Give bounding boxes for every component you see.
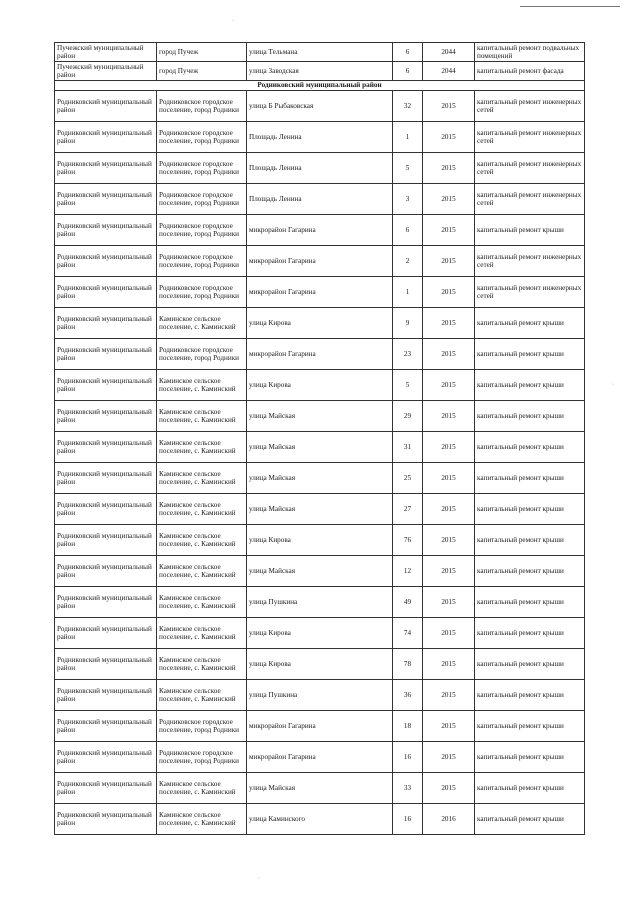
cell-house: 6 — [393, 215, 423, 246]
table-row — [55, 308, 585, 339]
table-row — [55, 339, 585, 370]
cell-house: 16 — [393, 804, 423, 835]
cell-house: 36 — [393, 680, 423, 711]
cell-district: Родниковский муниципальный район — [55, 649, 157, 680]
cell-street: улица Майская — [247, 494, 393, 525]
table-row — [55, 277, 585, 308]
cell-street: улица Майская — [247, 556, 393, 587]
cell-street: улица Заводская — [247, 62, 393, 81]
cell-settlement: Родниковское городское поселение, город Родники — [157, 277, 247, 308]
cell-work: капитальный ремонт крыши — [475, 432, 585, 463]
table-row — [55, 184, 585, 215]
cell-street: улица Б Рыбаковская — [247, 91, 393, 122]
cell-settlement: Каминское сельское поселение, с. Каминский — [157, 587, 247, 618]
table-row — [55, 804, 585, 835]
cell-house: 49 — [393, 587, 423, 618]
cell-house: 25 — [393, 463, 423, 494]
cell-street: улица Кирова — [247, 525, 393, 556]
cell-settlement: Родниковское городское поселение, город Родники — [157, 91, 247, 122]
cell-house: 9 — [393, 308, 423, 339]
cell-work: капитальный ремонт крыши — [475, 804, 585, 835]
cell-street: микрорайон Гагарина — [247, 711, 393, 742]
cell-settlement: Родниковское городское поселение, город Родники — [157, 184, 247, 215]
cell-house: 5 — [393, 370, 423, 401]
cell-settlement: город Пучеж — [157, 62, 247, 81]
cell-district: Родниковский муниципальный район — [55, 742, 157, 773]
table-row — [55, 680, 585, 711]
cell-street: улица Кирова — [247, 649, 393, 680]
cell-work: капитальный ремонт крыши — [475, 308, 585, 339]
cell-year: 2015 — [423, 556, 475, 587]
cell-district: Родниковский муниципальный район — [55, 184, 157, 215]
cell-street: микрорайон Гагарина — [247, 277, 393, 308]
cell-district: Родниковский муниципальный район — [55, 525, 157, 556]
cell-settlement: Каминское сельское поселение, с. Каминский — [157, 773, 247, 804]
cell-district: Родниковский муниципальный район — [55, 432, 157, 463]
cell-year: 2044 — [423, 43, 475, 62]
cell-house: 3 — [393, 184, 423, 215]
cell-house: 32 — [393, 91, 423, 122]
cell-work: капитальный ремонт инженерных сетей — [475, 246, 585, 277]
table-row — [55, 370, 585, 401]
cell-work: капитальный ремонт крыши — [475, 587, 585, 618]
cell-year: 2015 — [423, 432, 475, 463]
table-row — [55, 401, 585, 432]
cell-district: Родниковский муниципальный район — [55, 215, 157, 246]
cell-work: капитальный ремонт крыши — [475, 401, 585, 432]
cell-district: Родниковский муниципальный район — [55, 804, 157, 835]
scan-speck: · — [232, 18, 234, 24]
cell-street: Площадь Ленина — [247, 153, 393, 184]
cell-settlement: Родниковское городское поселение, город Родники — [157, 339, 247, 370]
cell-work: капитальный ремонт инженерных сетей — [475, 277, 585, 308]
cell-settlement: Каминское сельское поселение, с. Каминский — [157, 370, 247, 401]
cell-street: улица Кирова — [247, 618, 393, 649]
cell-settlement: Каминское сельское поселение, с. Каминский — [157, 556, 247, 587]
cell-settlement: Родниковское городское поселение, город Родники — [157, 711, 247, 742]
table-row — [55, 742, 585, 773]
cell-street: улица Кирова — [247, 308, 393, 339]
cell-district: Родниковский муниципальный район — [55, 618, 157, 649]
table-row — [55, 494, 585, 525]
cell-district: Родниковский муниципальный район — [55, 711, 157, 742]
cell-year: 2015 — [423, 401, 475, 432]
cell-year: 2015 — [423, 122, 475, 153]
cell-street: улица Майская — [247, 401, 393, 432]
cell-district: Родниковский муниципальный район — [55, 246, 157, 277]
cell-year: 2015 — [423, 153, 475, 184]
cell-work: капитальный ремонт фасада — [475, 62, 585, 81]
cell-street: улица Пушкина — [247, 680, 393, 711]
cell-house: 1 — [393, 277, 423, 308]
cell-work: капитальный ремонт крыши — [475, 339, 585, 370]
section-title: Родниковский муниципальный район — [55, 81, 585, 91]
cell-year: 2015 — [423, 91, 475, 122]
cell-work: капитальный ремонт крыши — [475, 680, 585, 711]
document-sheet — [54, 42, 585, 835]
table-row — [55, 463, 585, 494]
cell-district: Родниковский муниципальный район — [55, 370, 157, 401]
cell-year: 2015 — [423, 773, 475, 804]
cell-house: 33 — [393, 773, 423, 804]
table-row — [55, 153, 585, 184]
cell-street: улица Тельмана — [247, 43, 393, 62]
cell-work: капитальный ремонт крыши — [475, 742, 585, 773]
table-row — [55, 773, 585, 804]
cell-settlement: Родниковское городское поселение, город Родники — [157, 153, 247, 184]
cell-district: Родниковский муниципальный район — [55, 308, 157, 339]
scan-speck: · — [612, 382, 614, 388]
cell-house: 5 — [393, 153, 423, 184]
cell-work: капитальный ремонт крыши — [475, 525, 585, 556]
cell-work: капитальный ремонт крыши — [475, 649, 585, 680]
cell-house: 76 — [393, 525, 423, 556]
cell-settlement: Каминское сельское поселение, с. Каминский — [157, 463, 247, 494]
cell-year: 2044 — [423, 62, 475, 81]
cell-work: капитальный ремонт крыши — [475, 556, 585, 587]
cell-district: Пучежский муниципальный район — [55, 62, 157, 81]
table-row — [55, 91, 585, 122]
cell-street: улица Пушкина — [247, 587, 393, 618]
scan-speck: · — [258, 876, 260, 882]
cell-work: капитальный ремонт инженерных сетей — [475, 122, 585, 153]
cell-district: Родниковский муниципальный район — [55, 339, 157, 370]
cell-work: капитальный ремонт крыши — [475, 494, 585, 525]
cell-settlement: Каминское сельское поселение, с. Каминский — [157, 494, 247, 525]
cell-work: капитальный ремонт крыши — [475, 215, 585, 246]
cell-district: Пучежский муниципальный район — [55, 43, 157, 62]
cell-work: капитальный ремонт крыши — [475, 618, 585, 649]
table-row — [55, 556, 585, 587]
cell-year: 2015 — [423, 618, 475, 649]
cell-work: капитальный ремонт инженерных сетей — [475, 91, 585, 122]
cell-district: Родниковский муниципальный район — [55, 773, 157, 804]
repair-schedule-table — [54, 42, 585, 835]
cell-settlement: Каминское сельское поселение, с. Каминский — [157, 401, 247, 432]
cell-year: 2015 — [423, 184, 475, 215]
cell-district: Родниковский муниципальный район — [55, 122, 157, 153]
cell-settlement: Родниковское городское поселение, город Родники — [157, 215, 247, 246]
table-row — [55, 215, 585, 246]
cell-settlement: Родниковское городское поселение, город Родники — [157, 122, 247, 153]
cell-settlement: Каминское сельское поселение, с. Каминский — [157, 804, 247, 835]
page-top-rule — [520, 6, 620, 7]
cell-year: 2015 — [423, 742, 475, 773]
cell-settlement: Каминское сельское поселение, с. Каминский — [157, 308, 247, 339]
cell-work: капитальный ремонт инженерных сетей — [475, 184, 585, 215]
cell-district: Родниковский муниципальный район — [55, 494, 157, 525]
cell-street: микрорайон Гагарина — [247, 215, 393, 246]
cell-year: 2015 — [423, 215, 475, 246]
cell-year: 2015 — [423, 711, 475, 742]
cell-work: капитальный ремонт крыши — [475, 773, 585, 804]
cell-year: 2015 — [423, 246, 475, 277]
cell-year: 2015 — [423, 680, 475, 711]
cell-settlement: Родниковское городское поселение, город Родники — [157, 246, 247, 277]
cell-settlement: город Пучеж — [157, 43, 247, 62]
cell-year: 2015 — [423, 370, 475, 401]
cell-settlement: Каминское сельское поселение, с. Каминский — [157, 649, 247, 680]
cell-street: улица Кирова — [247, 370, 393, 401]
cell-street: микрорайон Гагарина — [247, 742, 393, 773]
table-row — [55, 62, 585, 81]
cell-district: Родниковский муниципальный район — [55, 587, 157, 618]
cell-district: Родниковский муниципальный район — [55, 401, 157, 432]
cell-district: Родниковский муниципальный район — [55, 680, 157, 711]
cell-district: Родниковский муниципальный район — [55, 153, 157, 184]
cell-house: 27 — [393, 494, 423, 525]
cell-year: 2015 — [423, 277, 475, 308]
cell-year: 2015 — [423, 339, 475, 370]
cell-street: улица Каминского — [247, 804, 393, 835]
cell-street: Площадь Ленина — [247, 122, 393, 153]
table-row — [55, 432, 585, 463]
cell-street: микрорайон Гагарина — [247, 246, 393, 277]
cell-year: 2015 — [423, 463, 475, 494]
cell-district: Родниковский муниципальный район — [55, 91, 157, 122]
cell-year: 2016 — [423, 804, 475, 835]
cell-street: Площадь Ленина — [247, 184, 393, 215]
cell-year: 2015 — [423, 587, 475, 618]
cell-house: 16 — [393, 742, 423, 773]
cell-house: 31 — [393, 432, 423, 463]
cell-district: Родниковский муниципальный район — [55, 277, 157, 308]
table-row — [55, 43, 585, 62]
cell-settlement: Каминское сельское поселение, с. Каминский — [157, 432, 247, 463]
cell-district: Родниковский муниципальный район — [55, 556, 157, 587]
cell-work: капитальный ремонт подвальных помещений — [475, 43, 585, 62]
cell-house: 6 — [393, 43, 423, 62]
cell-house: 2 — [393, 246, 423, 277]
cell-street: улица Майская — [247, 432, 393, 463]
cell-work: капитальный ремонт крыши — [475, 711, 585, 742]
cell-house: 23 — [393, 339, 423, 370]
cell-house: 18 — [393, 711, 423, 742]
cell-year: 2015 — [423, 494, 475, 525]
cell-house: 74 — [393, 618, 423, 649]
table-row — [55, 525, 585, 556]
table-row — [55, 246, 585, 277]
cell-settlement: Каминское сельское поселение, с. Каминский — [157, 618, 247, 649]
cell-settlement: Каминское сельское поселение, с. Каминский — [157, 525, 247, 556]
table-row — [55, 711, 585, 742]
cell-work: капитальный ремонт крыши — [475, 370, 585, 401]
table-row — [55, 122, 585, 153]
cell-work: капитальный ремонт инженерных сетей — [475, 153, 585, 184]
table-row — [55, 649, 585, 680]
table-body — [55, 43, 585, 835]
cell-district: Родниковский муниципальный район — [55, 463, 157, 494]
cell-year: 2015 — [423, 308, 475, 339]
cell-street: улица Майская — [247, 773, 393, 804]
section-header-row — [55, 81, 585, 91]
cell-work: капитальный ремонт крыши — [475, 463, 585, 494]
cell-house: 6 — [393, 62, 423, 81]
cell-house: 29 — [393, 401, 423, 432]
table-row — [55, 587, 585, 618]
cell-year: 2015 — [423, 649, 475, 680]
cell-street: улица Майская — [247, 463, 393, 494]
table-row — [55, 618, 585, 649]
cell-settlement: Каминское сельское поселение, с. Каминский — [157, 680, 247, 711]
cell-house: 12 — [393, 556, 423, 587]
cell-year: 2015 — [423, 525, 475, 556]
cell-house: 1 — [393, 122, 423, 153]
cell-street: микрорайон Гагарина — [247, 339, 393, 370]
cell-settlement: Родниковское городское поселение, город Родники — [157, 742, 247, 773]
cell-house: 78 — [393, 649, 423, 680]
